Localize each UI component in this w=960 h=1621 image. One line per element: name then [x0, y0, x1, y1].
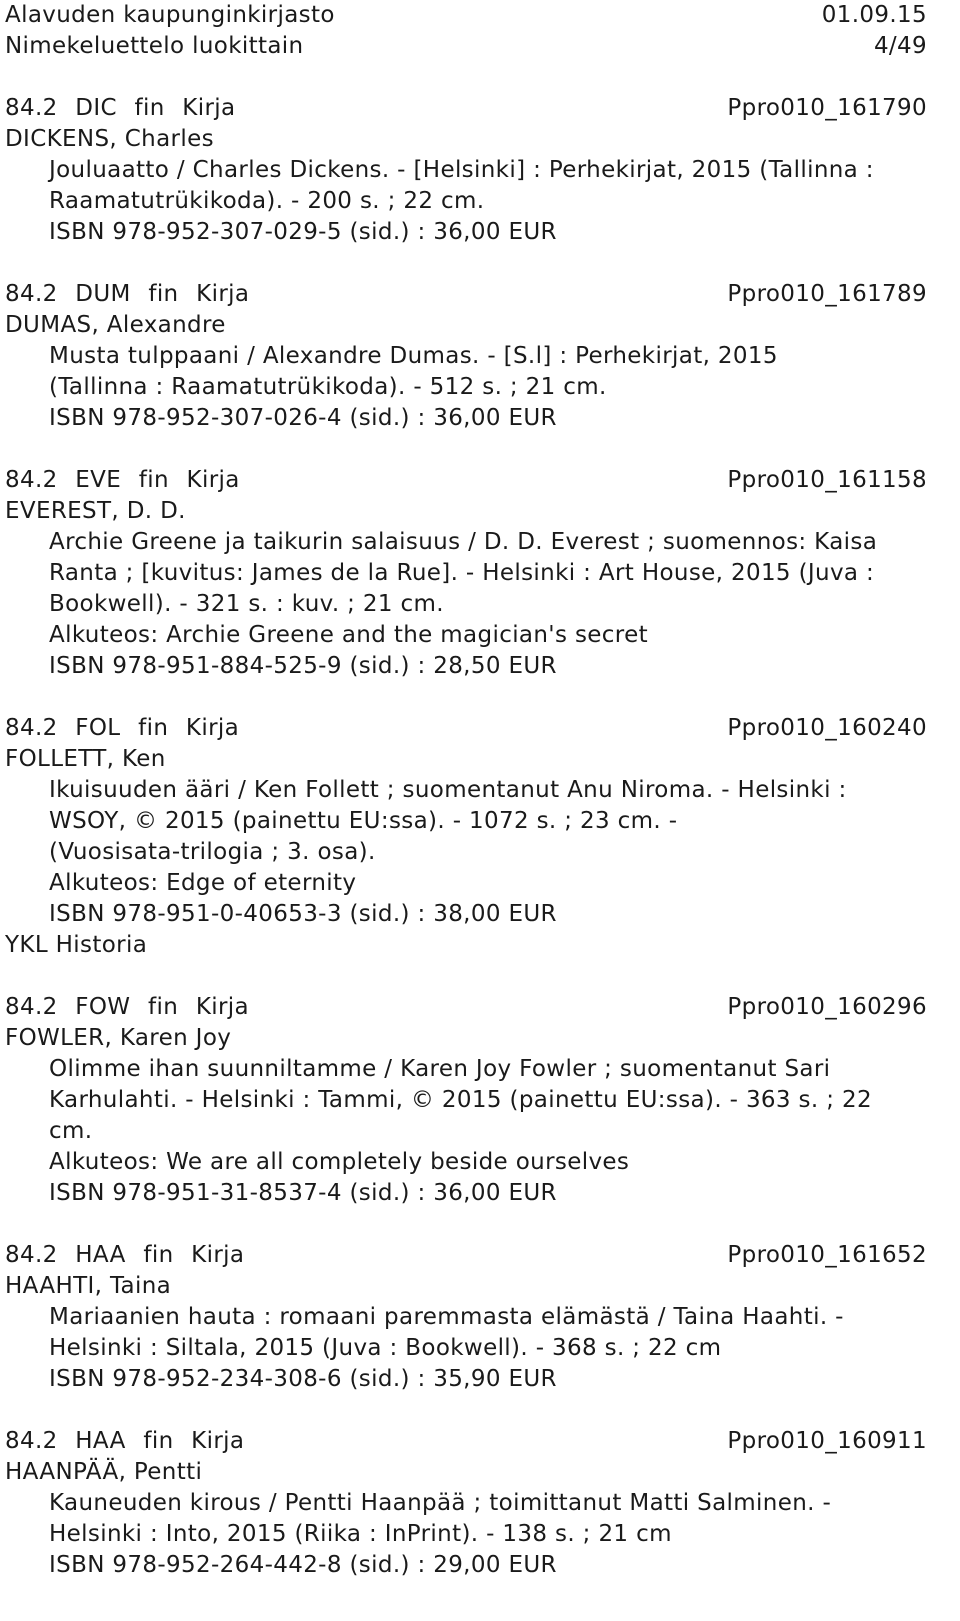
- record-detail-line: ISBN 978-951-0-40653-3 (sid.) : 38,00 EUR: [49, 901, 557, 927]
- catalog-record: [5, 713, 927, 961]
- record-heading: [5, 992, 927, 1023]
- record-heading: [5, 465, 927, 496]
- record-detail-line: ISBN 978-951-31-8537-4 (sid.) : 36,00 EUR: [49, 1180, 557, 1206]
- record-detail-line: ISBN 978-952-307-026-4 (sid.) : 36,00 EUR: [49, 405, 557, 431]
- record-detail-line: WSOY, © 2015 (painettu EU:ssa). - 1072 s. ; 23 cm. -: [49, 808, 678, 834]
- record-heading: [5, 93, 927, 124]
- record-detail-line: ISBN 978-952-264-442-8 (sid.) : 29,00 EUR: [49, 1552, 557, 1578]
- record-classification: 84.2 EVE fin Kirja: [5, 467, 240, 493]
- record-detail-line: Raamatutrükikoda). - 200 s. ; 22 cm.: [49, 188, 485, 214]
- record-heading: [5, 713, 927, 744]
- record-detail-line: Olimme ihan suunniltamme / Karen Joy Fowler ; suomentanut Sari: [49, 1056, 831, 1082]
- record-heading: [5, 1240, 927, 1271]
- record-detail-line: Kauneuden kirous / Pentti Haanpää ; toimittanut Matti Salminen. -: [49, 1490, 832, 1516]
- record-detail-line: Alkuteos: Edge of eternity: [49, 870, 357, 896]
- record-id: Ppro010_161789: [727, 281, 927, 307]
- record-author: DUMAS, Alexandre: [5, 312, 226, 338]
- record-detail-line: ISBN 978-952-307-029-5 (sid.) : 36,00 EUR: [49, 219, 557, 245]
- record-classification: 84.2 FOW fin Kirja: [5, 994, 249, 1020]
- record-heading: [5, 1426, 927, 1457]
- page-header-row-1: [5, 0, 927, 31]
- record-detail-line: Jouluaatto / Charles Dickens. - [Helsinki] : Perhekirjat, 2015 (Tallinna :: [49, 157, 874, 183]
- record-id: Ppro010_160911: [727, 1428, 927, 1454]
- record-detail-line: Ikuisuuden ääri / Ken Follett ; suomentanut Anu Niroma. - Helsinki :: [49, 777, 847, 803]
- print-date: 01.09.15: [821, 2, 927, 28]
- record-author: FOLLETT, Ken: [5, 746, 166, 772]
- record-note: YKL Historia: [5, 932, 148, 958]
- record-detail-line: Mariaanien hauta : romaani paremmasta elämästä / Taina Haahti. -: [49, 1304, 844, 1330]
- catalog-record: [5, 279, 927, 434]
- page-number: 4/49: [873, 33, 927, 59]
- record-detail-line: ISBN 978-952-234-308-6 (sid.) : 35,90 EUR: [49, 1366, 557, 1392]
- listing-title: Nimekeluettelo luokittain: [5, 33, 304, 59]
- record-classification: 84.2 HAA fin Kirja: [5, 1242, 245, 1268]
- record-detail-line: Archie Greene ja taikurin salaisuus / D. D. Everest ; suomennos: Kaisa: [49, 529, 878, 555]
- record-detail-line: (Tallinna : Raamatutrükikoda). - 512 s. ; 21 cm.: [49, 374, 607, 400]
- catalog-record: [5, 1426, 927, 1581]
- record-author: DICKENS, Charles: [5, 126, 214, 152]
- catalog-record: [5, 93, 927, 248]
- record-detail-line: Alkuteos: We are all completely beside ourselves: [49, 1149, 630, 1175]
- record-detail-line: Alkuteos: Archie Greene and the magician's secret: [49, 622, 648, 648]
- record-classification: 84.2 FOL fin Kirja: [5, 715, 240, 741]
- catalog-record: [5, 465, 927, 682]
- record-author: EVEREST, D. D.: [5, 498, 186, 524]
- record-classification: 84.2 DUM fin Kirja: [5, 281, 250, 307]
- record-author: FOWLER, Karen Joy: [5, 1025, 232, 1051]
- record-detail-line: Bookwell). - 321 s. : kuv. ; 21 cm.: [49, 591, 444, 617]
- library-name: Alavuden kaupunginkirjasto: [5, 2, 335, 28]
- catalog-record: [5, 1240, 927, 1395]
- record-detail-line: Musta tulppaani / Alexandre Dumas. - [S.l] : Perhekirjat, 2015: [49, 343, 778, 369]
- record-id: Ppro010_161158: [727, 467, 927, 493]
- record-id: Ppro010_161790: [727, 95, 927, 121]
- catalog-page: [5, 0, 927, 1581]
- record-id: Ppro010_160296: [727, 994, 927, 1020]
- record-id: Ppro010_160240: [727, 715, 927, 741]
- record-classification: 84.2 DIC fin Kirja: [5, 95, 236, 121]
- record-detail-line: (Vuosisata-trilogia ; 3. osa).: [49, 839, 376, 865]
- record-detail-line: Karhulahti. - Helsinki : Tammi, © 2015 (painettu EU:ssa). - 363 s. ; 22: [49, 1087, 872, 1113]
- record-detail-line: Helsinki : Into, 2015 (Riika : InPrint). - 138 s. ; 21 cm: [49, 1521, 672, 1547]
- record-heading: [5, 279, 927, 310]
- page-header-row-2: [5, 31, 927, 62]
- record-id: Ppro010_161652: [727, 1242, 927, 1268]
- record-detail-line: ISBN 978-951-884-525-9 (sid.) : 28,50 EUR: [49, 653, 557, 679]
- record-detail-line: Ranta ; [kuvitus: James de la Rue]. - Helsinki : Art House, 2015 (Juva :: [49, 560, 875, 586]
- catalog-record: [5, 992, 927, 1209]
- record-classification: 84.2 HAA fin Kirja: [5, 1428, 245, 1454]
- record-detail-line: cm.: [49, 1118, 93, 1144]
- record-detail-line: Helsinki : Siltala, 2015 (Juva : Bookwell). - 368 s. ; 22 cm: [49, 1335, 722, 1361]
- record-author: HAANPÄÄ, Pentti: [5, 1459, 203, 1485]
- record-author: HAAHTI, Taina: [5, 1273, 172, 1299]
